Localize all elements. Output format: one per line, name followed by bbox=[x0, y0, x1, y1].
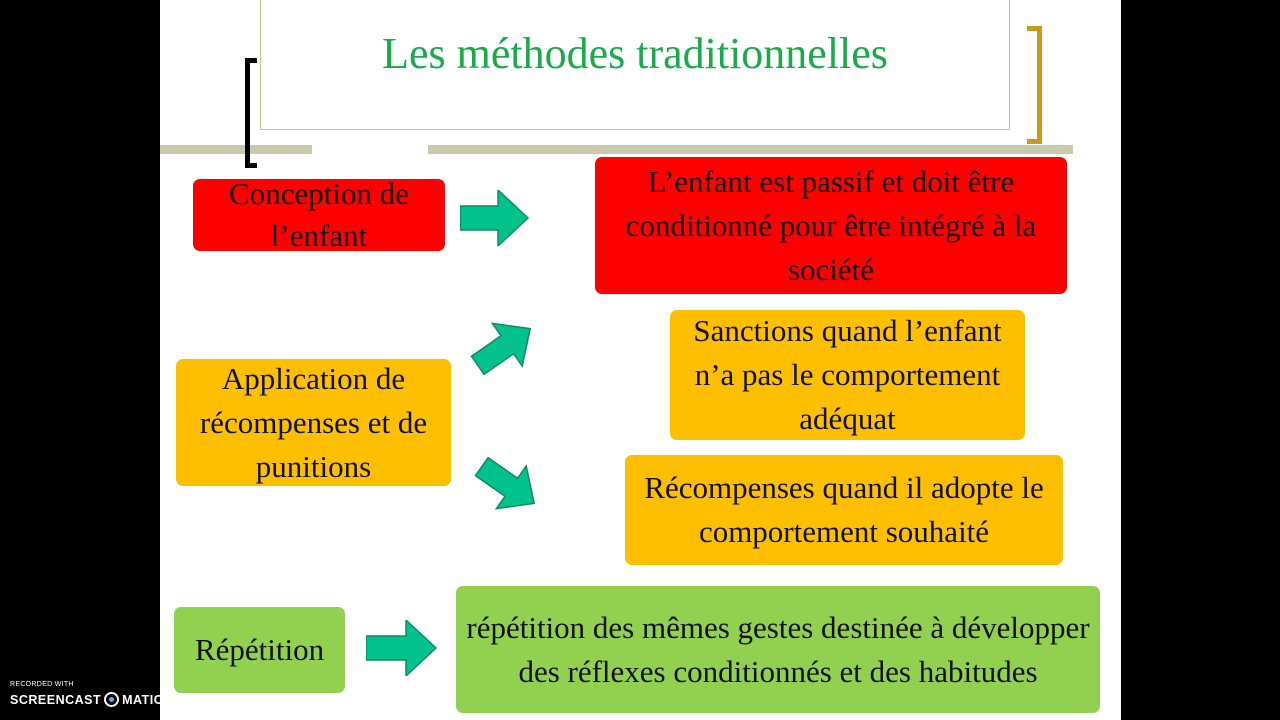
box-passive-child-text: L’enfant est passif et doit être conditionné pour être intégré à la société bbox=[625, 163, 1037, 287]
box-rewards-punishments bbox=[176, 359, 451, 486]
arrow-right-icon bbox=[460, 190, 530, 246]
watermark-small-text: RECORDED WITH bbox=[10, 681, 74, 688]
bracket-left bbox=[245, 58, 257, 168]
slide bbox=[160, 0, 1121, 720]
box-repetition-detail-text: répétition des mêmes gestes destinée à développer des réflexes conditionnés et des habitudes bbox=[466, 609, 1090, 689]
bracket-right bbox=[1027, 26, 1042, 144]
arrow-right-icon bbox=[366, 620, 438, 676]
box-sanctions-text: Sanctions quand l’enfant n’a pas le comportement adéquat bbox=[693, 313, 1002, 436]
arrow-up-right-icon bbox=[468, 318, 540, 376]
box-sanctions bbox=[670, 310, 1025, 440]
title-box bbox=[260, 0, 1010, 130]
record-icon bbox=[104, 692, 119, 707]
box-rewards bbox=[625, 455, 1063, 565]
box-repetition bbox=[174, 607, 345, 693]
box-conception bbox=[193, 176, 445, 253]
watermark-left-text: SCREENCAST bbox=[10, 692, 102, 707]
watermark-right-text: MATIC bbox=[122, 692, 164, 707]
watermark-brand bbox=[10, 692, 163, 707]
box-rewards-punishments-text: Application de récompenses et de punitions bbox=[199, 360, 428, 484]
screencast-watermark bbox=[10, 681, 163, 707]
box-repetition-detail bbox=[456, 586, 1100, 713]
box-repetition-text: Répétition bbox=[194, 632, 325, 667]
decorative-bar-left bbox=[160, 145, 312, 154]
arrow-down-right-icon bbox=[472, 454, 544, 516]
slide-title: Les méthodes traditionnelles bbox=[382, 29, 888, 78]
box-passive-child bbox=[595, 157, 1067, 294]
box-rewards-text: Récompenses quand il adopte le comportement souhaité bbox=[644, 470, 1044, 549]
decorative-bar-right bbox=[428, 145, 1073, 154]
box-conception-text: Conception de l’enfant bbox=[229, 176, 409, 253]
